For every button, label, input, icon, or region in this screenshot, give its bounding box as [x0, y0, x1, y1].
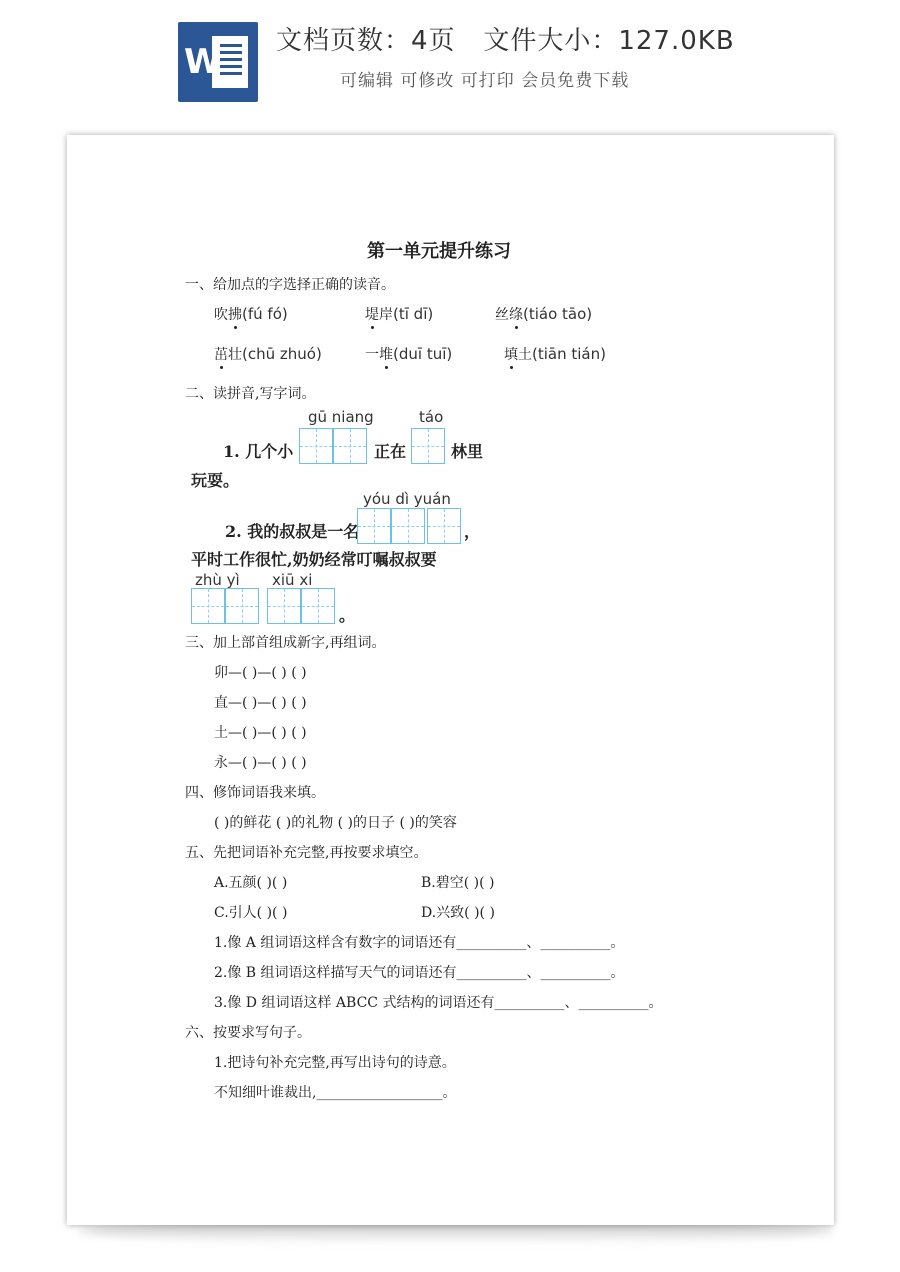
writing-box[interactable]: [391, 508, 425, 544]
word-group-b: B.碧空( )( ): [421, 875, 495, 891]
radical-row: 卯—( )—( ) ( ): [214, 665, 307, 681]
q1-prefix: 1. 几个小: [223, 442, 294, 461]
writing-box[interactable]: [357, 508, 391, 544]
section-5-heading: 五、先把词语补充完整,再按要求填空。: [185, 845, 428, 861]
q2-comma: ，: [464, 522, 481, 541]
section-2-heading: 二、读拼音,写字词。: [185, 386, 316, 402]
radical-row: 直—( )—( ) ( ): [214, 695, 307, 711]
writing-box[interactable]: [267, 588, 301, 624]
file-info: 文档页数：4页 文件大小：127.0KB: [276, 26, 735, 56]
radical-row: 土—( )—( ) ( ): [214, 725, 307, 741]
pinyin-xiuxi: xiū xi: [272, 571, 313, 589]
q2-line2: 平时工作很忙,奶奶经常叮嘱叔叔要: [191, 550, 437, 569]
word-group-a: A.五颜( )( ): [214, 875, 288, 891]
writing-box[interactable]: [333, 428, 367, 464]
word-group-c: C.引人( )( ): [214, 905, 288, 921]
word-letter: W: [184, 42, 222, 82]
poem-line: 不知细叶谁裁出,__________________。: [214, 1085, 457, 1101]
section-3-heading: 三、加上部首组成新字,再组词。: [185, 635, 386, 651]
pinyin-guniang: gū niang: [308, 408, 374, 426]
reading-item-5: 一堆(duī tuī): [365, 345, 453, 363]
reading-item-6: 填土(tiān tián): [504, 345, 606, 363]
q1-middle: 正在: [374, 442, 407, 461]
q1-suffix: 林里: [451, 442, 484, 461]
pinyin-youdiyuan: yóu dì yuán: [363, 490, 451, 508]
question-5-3: 3.像 D 组词语这样 ABCC 式结构的词语还有__________、__________。: [214, 995, 663, 1011]
question-5-2: 2.像 B 组词语这样描写天气的词语还有__________、__________。: [214, 965, 625, 981]
document-title: 第一单元提升练习: [367, 241, 511, 262]
writing-box[interactable]: [427, 508, 461, 544]
word-document-icon: [178, 22, 258, 102]
q2-end: 。: [339, 606, 356, 625]
writing-box[interactable]: [191, 588, 225, 624]
radical-row: 永—( )—( ) ( ): [214, 755, 307, 771]
writing-box[interactable]: [225, 588, 259, 624]
q1-line2: 玩耍。: [191, 471, 240, 490]
pinyin-tao: táo: [419, 408, 444, 426]
writing-box[interactable]: [411, 428, 445, 464]
question-6-1: 1.把诗句补充完整,再写出诗句的诗意。: [214, 1055, 456, 1071]
section-6-heading: 六、按要求写句子。: [185, 1025, 311, 1041]
reading-item-4: 茁壮(chū zhuó): [214, 345, 322, 363]
question-5-1: 1.像 A 组词语这样含有数字的词语还有__________、__________。: [214, 935, 625, 951]
q2-prefix: 2. 我的叔叔是一名: [225, 522, 360, 541]
reading-item-1: 吹拂(fú fó): [214, 305, 288, 323]
section-1-heading: 一、给加点的字选择正确的读音。: [185, 277, 395, 293]
download-banner: [0, 0, 900, 118]
file-features: 可编辑 可修改 可打印 会员免费下载: [340, 71, 630, 91]
reading-item-2: 堤岸(tī dī): [365, 305, 434, 323]
pinyin-zhuyi: zhù yì: [195, 571, 240, 589]
reading-item-3: 丝绦(tiáo tāo): [495, 305, 593, 323]
writing-box[interactable]: [299, 428, 333, 464]
section-4-heading: 四、修饰词语我来填。: [185, 785, 325, 801]
writing-box[interactable]: [301, 588, 335, 624]
word-group-d: D.兴致( )( ): [421, 905, 495, 921]
document-page: [67, 135, 834, 1225]
modifier-line: ( )的鲜花 ( )的礼物 ( )的日子 ( )的笑容: [214, 815, 457, 831]
